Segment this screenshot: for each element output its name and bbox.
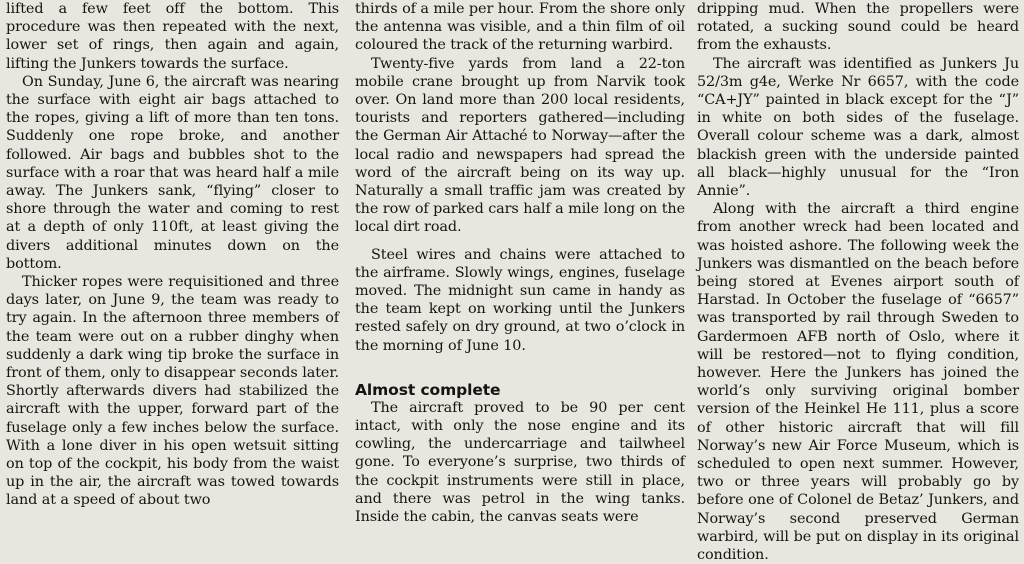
paragraph: dripping mud. When the propellers were rotated, a sucking sound could be heard from the exhausts. (697, 1, 1019, 54)
paragraph: The aircraft proved to be 90 per cent intact, with only the nose engine and its cowling, the undercarriage and tailwheel gone. To everyone’s surprise, two thirds of the cockpit instruments were still in place, and there was petrol in the wing tanks. Inside the cabin, the canvas seats were (355, 399, 685, 526)
text-column-2 (355, 0, 685, 550)
paragraph: Along with the aircraft a third engine from another wreck had been located and was hoisted ashore. The following week the Junkers was dismantled on the beach before being stored at Evenes airport south of Harstad. In October the fuselage of “6657” was transported by rail through Sweden to Gardermoen AFB north of Oslo, where it will be restored—not to flying condition, however. Here the Junkers has joined the world’s only surviving original bomber version of the Heinkel He 111, plus a score of other historic aircraft that will fill Norway’s new Air Force Museum, which is scheduled to open next summer. However, two or three years will probably go by before one of Colonel de Betaz’ Junkers, and Norway’s second preserved German warbird, will be put on display in its original condition. (697, 201, 1019, 564)
paragraph: On Sunday, June 6, the aircraft was nearing the surface with eight air bags attached to the ropes, giving a lift of more than ten tons. Suddenly one rope broke, and another followed. Air bags and bubbles shot to the surface with a roar that was heard half a mile away. The Junkers sank, “flying” closer to shore through the water and coming to rest at a depth of only 110ft, at least giving the divers additional minutes down on the bottom. (6, 73, 339, 272)
text-column-3 (697, 0, 1019, 564)
paragraph: Steel wires and chains were attached to the airframe. Slowly wings, engines, fuselage moved. The midnight sun came in handy as the team kept on working until the Junkers rested safely on dry ground, at two o’clock in the morning of June 10. (355, 246, 685, 354)
text-column-1 (6, 0, 339, 550)
paragraph: The aircraft was identified as Junkers Ju 52/3m g4e, Werke Nr 6657, with the code “CA+JY” painted in black except for the “J” in white on both sides of the fuselage. Overall colour scheme was a dark, almost blackish green with the underside painted all black—highly unusual for the “Iron Annie”. (697, 55, 1019, 200)
paragraph: Thicker ropes were requisitioned and three days later, on June 9, the team was ready to try again. In the afternoon three members of the team were out on a rubber dinghy when suddenly a dark wing tip broke the surface in front of them, only to disappear seconds later. Shortly afterwards divers had stabilized the aircraft with the upper, forward part of the fuselage only a few inches below the surface. With a lone diver in his open wetsuit sitting on top of the cockpit, his body from the waist up in the air, the aircraft was towed towards land at a speed of about two (6, 274, 339, 509)
paragraph: Twenty-five yards from land a 22-ton mobile crane brought up from Narvik took over. On land more than 200 local residents, tourists and reporters gathered—including the German Air Attaché to Norway—after the local radio and newspapers had spread the word of the aircraft being on its way up. Naturally a small traffic jam was created by the row of parked cars half a mile long on the local dirt road. (355, 55, 685, 236)
paragraph: thirds of a mile per hour. From the shore only the antenna was visible, and a thin film of oil coloured the track of the returning warbird. (355, 1, 685, 54)
section-heading: Almost complete (355, 380, 501, 399)
paragraph: lifted a few feet off the bottom. This procedure was then repeated with the next, lower set of rings, then again and again, lifting the Junkers towards the surface. (6, 1, 339, 72)
